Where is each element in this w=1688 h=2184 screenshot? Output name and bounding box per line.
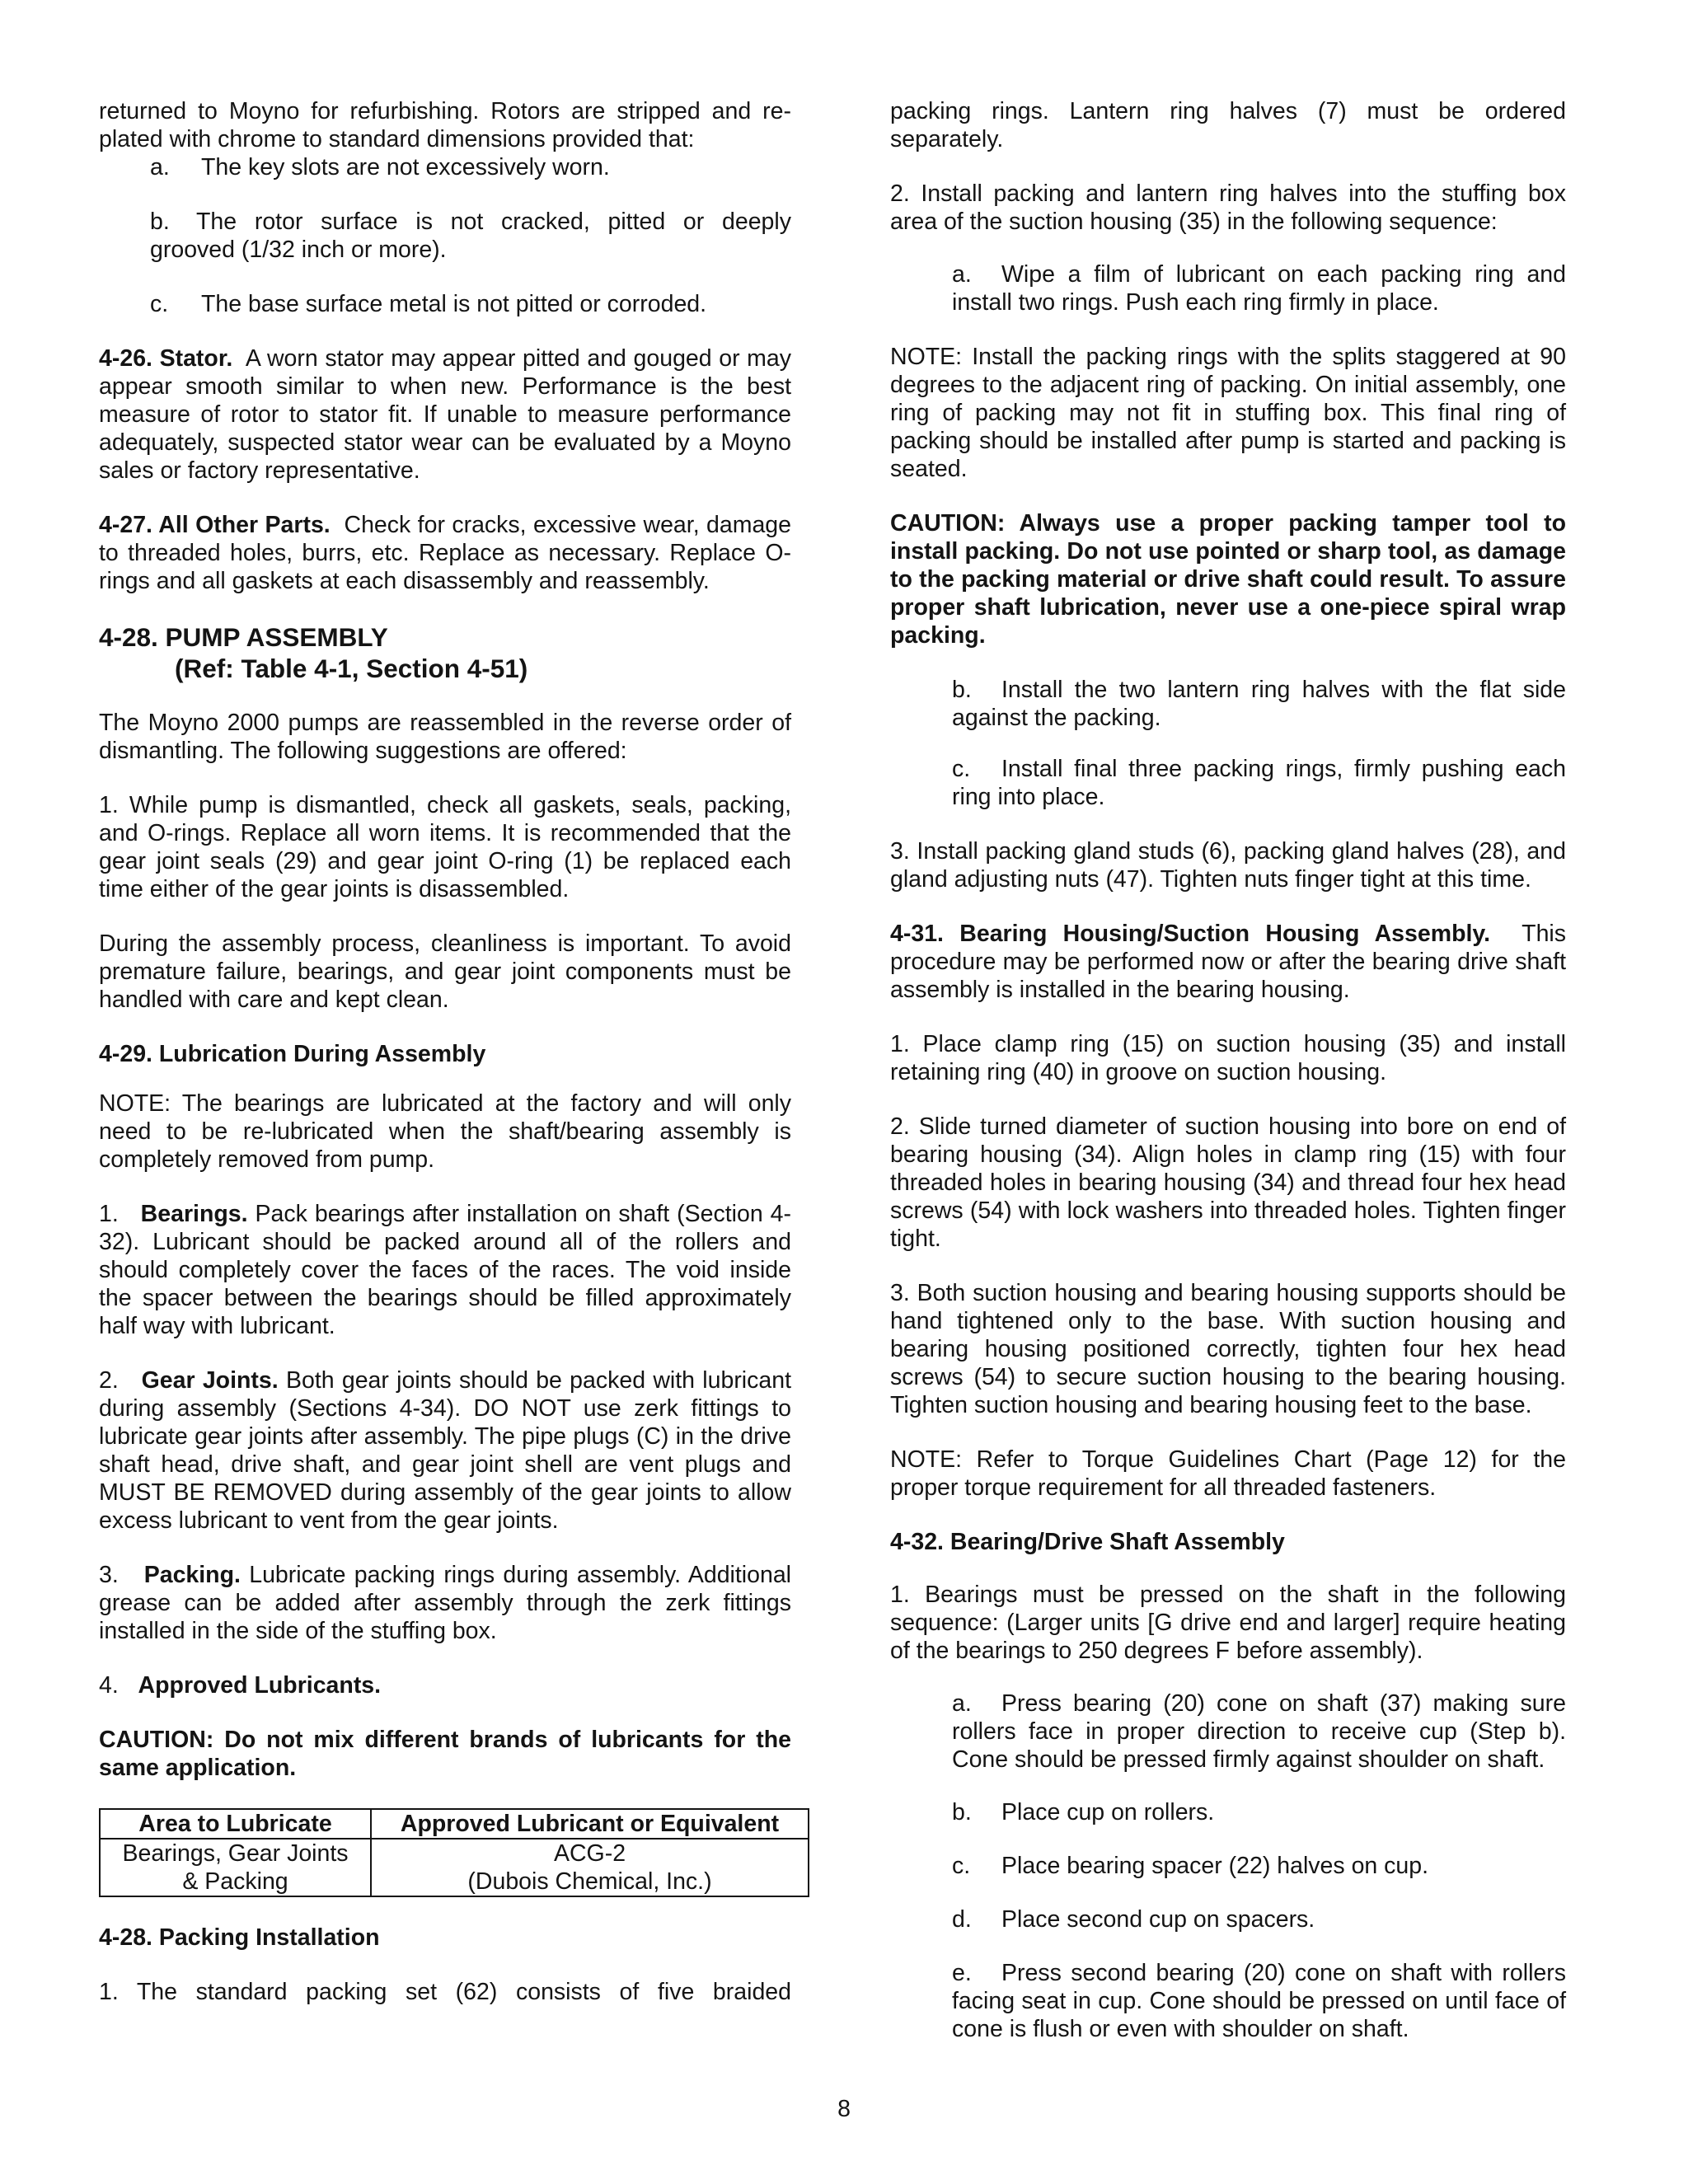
install-step-3: 3. Install packing gland studs (6), packing gland halves (28), and gland adjusting nuts (47). Tighten nuts finger tight at this time. bbox=[890, 838, 1566, 893]
table-header-row bbox=[100, 1809, 809, 1839]
packing-continued: packing rings. Lantern ring halves (7) must be ordered separately. bbox=[890, 98, 1566, 152]
page-number: 8 bbox=[837, 2096, 851, 2122]
lube-packing: 3. Packing. Lubricate packing rings during assembly. Additional grease can be added after assembly through the zerk fittings installed in the side of the stuffing box. bbox=[99, 1562, 792, 1644]
bearing-drive-step-b: b. Place cup on rollers. bbox=[952, 1799, 1215, 1825]
packing-installation-step-1: 1. The standard packing set (62) consists of five braided bbox=[99, 1979, 791, 2005]
rotor-condition-c: c. The base surface metal is not pitted or corroded. bbox=[150, 291, 707, 317]
bearing-drive-step-d: d. Place second cup on spacers. bbox=[952, 1906, 1315, 1933]
other-parts-section: 4-27. All Other Parts. Check for cracks, excessive wear, damage to threaded holes, burrs, etc. Replace as necessary. Replace O-rings and all gaskets at each disassembly and reassembly. bbox=[99, 512, 791, 594]
bearing-drive-shaft-heading: 4-32. Bearing/Drive Shaft Assembly bbox=[890, 1529, 1285, 1555]
bearing-drive-step-e: e. Press second bearing (20) cone on shaft with rollers facing seat in cup. Cone should be pressed on until face of cone is flush or even with shoulder on shaft. bbox=[952, 1960, 1566, 2042]
approved-lubricants: 4. Approved Lubricants. bbox=[99, 1672, 382, 1699]
bearing-drive-step-c: c. Place bearing spacer (22) halves on cup. bbox=[952, 1853, 1429, 1879]
packing-note: NOTE: Install the packing rings with the splits staggered at 90 degrees to the adjacent ring of packing. On initial assembly, one ring of packing may not fit in stuffing box. This final ring of packing should be installed after pump is started and packing is seated. bbox=[890, 344, 1566, 482]
caution-tamper-tool: CAUTION: Always use a proper packing tamper tool to install packing. Do not use pointed or sharp tool, as damage to the packing material or drive shaft could result. To assure proper shaft lubrication, never use a one-piece spiral wrap packing. bbox=[890, 510, 1566, 649]
intro-paragraph: returned to Moyno for refurbishing. Rotors are stripped and re-plated with chrome to standard dimensions provided that: bbox=[99, 98, 791, 152]
lube-bearings: 1. Bearings. Pack bearings after installation on shaft (Section 4-32). Lubricant should be packed around all of the rollers and should completely cover the faces of the races. The void inside the spacer between the bearings should be filled approximately half way with lubricant. bbox=[99, 1201, 792, 1339]
install-step-2c: c. Install final three packing rings, firmly pushing each ring into place. bbox=[952, 756, 1566, 810]
lubrication-heading: 4-29. Lubrication During Assembly bbox=[99, 1041, 486, 1067]
table-cell-area: Bearings, Gear Joints & Packing bbox=[100, 1839, 371, 1896]
install-step-2: 2. Install packing and lantern ring halves into the stuffing box area of the suction housing (35) in the following sequence: bbox=[890, 180, 1566, 235]
bearing-housing-step-2: 2. Slide turned diameter of suction housing into bore on end of bearing housing (34). Align holes in clamp ring (15) with four threaded holes in bearing housing (34) and thread four hex head screws (54) with lock washers into threaded holes. Tighten finger tight. bbox=[890, 1113, 1566, 1252]
bearing-drive-step-1: 1. Bearings must be pressed on the shaft in the following sequence: (Larger units [G drive end and larger] require heating of the bearings to 250 degrees F before assembly). bbox=[890, 1582, 1566, 1664]
torque-note: NOTE: Refer to Torque Guidelines Chart (Page 12) for the proper torque requirement for all threaded fasteners. bbox=[890, 1446, 1566, 1501]
caution-mix-brands: CAUTION: Do not mix different brands of lubricants for the same application. bbox=[99, 1727, 791, 1781]
table-row bbox=[100, 1839, 809, 1896]
table-header-area: Area to Lubricate bbox=[100, 1809, 371, 1839]
bearing-housing-step-3: 3. Both suction housing and bearing housing supports should be hand tightened only to the base. With suction housing and bearing housing positioned correctly, tighten four hex head screws (54) to secure suction housing to the bearing housing. Tighten suction housing and bearing housing feet to the base. bbox=[890, 1280, 1566, 1418]
packing-installation-heading: 4-28. Packing Installation bbox=[99, 1924, 380, 1951]
pump-assembly-heading: 4-28. PUMP ASSEMBLY (Ref: Table 4-1, Section 4-51) bbox=[99, 622, 528, 683]
assembly-intro: The Moyno 2000 pumps are reassembled in the reverse order of dismantling. The following suggestions are offered: bbox=[99, 710, 791, 764]
lube-gear-joints: 2. Gear Joints. Both gear joints should be packed with lubricant during assembly (Sections 4-34). DO NOT use zerk fittings to lubricate gear joints after assembly. The pipe plugs (C) in the drive shaft head, drive shaft, and gear joint shell are vent plugs and MUST BE REMOVED during assembly of the gear joints to allow excess lubricant to vent from the gear joints. bbox=[99, 1367, 792, 1534]
assembly-step-1: 1. While pump is dismantled, check all gaskets, seals, packing, and O-rings. Replace all worn items. It is recommended that the gear joint seals (29) and gear joint O-ring (1) be replaced each time either of the gear joints is disassembled. bbox=[99, 792, 791, 902]
install-step-2a: a. Wipe a film of lubricant on each packing ring and install two rings. Push each ring firmly in place. bbox=[952, 261, 1566, 316]
right-column bbox=[890, 97, 1566, 2043]
left-column bbox=[99, 97, 791, 2006]
table-cell-lubricant: ACG-2 (Dubois Chemical, Inc.) bbox=[371, 1839, 809, 1896]
bearing-housing-section: 4-31. Bearing Housing/Suction Housing Assembly. This procedure may be performed now or after the bearing drive shaft assembly is installed in the bearing housing. bbox=[890, 921, 1566, 1003]
rotor-condition-a: a. The key slots are not excessively worn. bbox=[150, 154, 610, 180]
lubrication-note: NOTE: The bearings are lubricated at the factory and will only need to be re-lubricated when the shaft/bearing assembly is completely removed from pump. bbox=[99, 1090, 791, 1173]
lubricant-table bbox=[99, 1808, 809, 1897]
bearing-housing-step-1: 1. Place clamp ring (15) on suction housing (35) and install retaining ring (40) in groove on suction housing. bbox=[890, 1031, 1566, 1085]
install-step-2b: b. Install the two lantern ring halves with the flat side against the packing. bbox=[952, 677, 1566, 731]
table-header-lubricant: Approved Lubricant or Equivalent bbox=[371, 1809, 809, 1839]
bearing-drive-step-a: a. Press bearing (20) cone on shaft (37) making sure rollers face in proper direction to receive cup (Step b). Cone should be pressed firmly against shoulder on shaft. bbox=[952, 1690, 1566, 1773]
rotor-condition-b: b. The rotor surface is not cracked, pitted or deeply grooved (1/32 inch or more). bbox=[150, 209, 791, 263]
stator-section: 4-26. Stator. A worn stator may appear pitted and gouged or may appear smooth similar to when new. Performance is the best measure of rotor to stator fit. If unable to measure performance adequately, suspected stator wear can be evaluated by a Moyno sales or factory representative. bbox=[99, 345, 792, 484]
cleanliness-paragraph: During the assembly process, cleanliness is important. To avoid premature failure, bearings, and gear joint components must be handled with care and kept clean. bbox=[99, 930, 791, 1013]
